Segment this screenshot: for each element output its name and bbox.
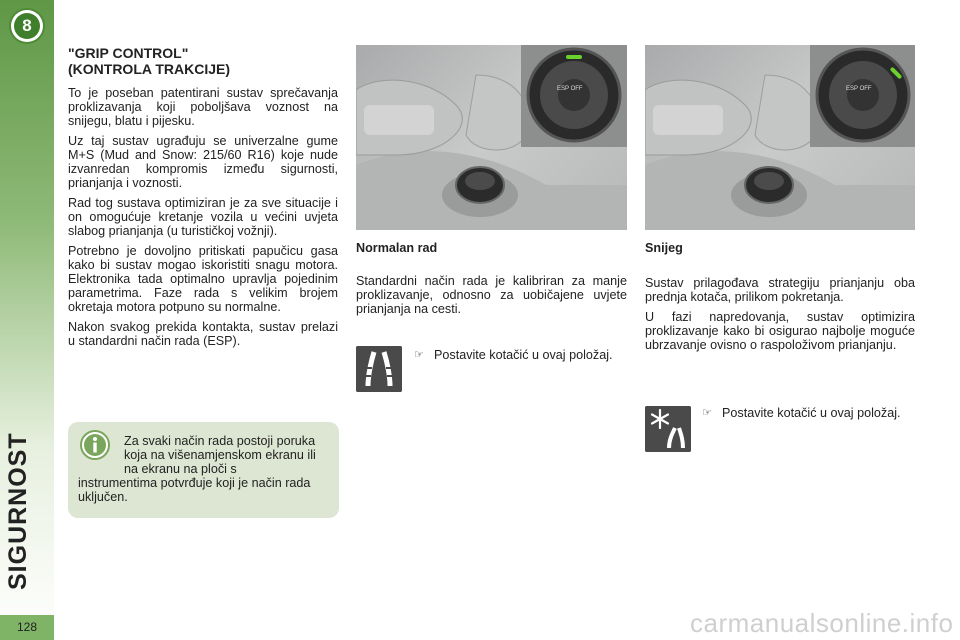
arrow-right-icon: ☞ xyxy=(414,349,424,361)
normal-mode-description xyxy=(356,274,627,322)
section-label: SIGURNOST xyxy=(4,432,32,590)
tire-tracks-icon xyxy=(356,346,402,392)
page-number: 128 xyxy=(0,615,54,640)
intro-paragraph: To je poseban patentirani sustav sprečavanja proklizavanja koji poboljšava voznost na snijegu, blatu i pijesku. xyxy=(68,86,338,128)
intro-paragraph: Uz taj sustav ugrađuju se univerzalne gume M+S (Mud and Snow: 215/60 R16) koje nude izvanredan kompromis između sigurnosti, prianjanja i voznosti. xyxy=(68,134,338,190)
instruction-text: Postavite kotačić u ovaj položaj. xyxy=(722,406,901,420)
normal-mode-paragraph: Standardni način rada je kalibriran za manje proklizavanje, odnosno za uobičajene uvjete prianjanja na cesti. xyxy=(356,274,627,316)
photo-snow-mode xyxy=(645,45,915,230)
normal-mode-heading: Normalan rad xyxy=(356,241,438,255)
snow-traction-icon xyxy=(645,406,691,452)
instruction-text: Postavite kotačić u ovaj položaj. xyxy=(434,348,613,362)
arrow-right-icon: ☞ xyxy=(702,407,712,419)
info-note-indented: Za svaki način rada postoji poruka koja na višenamjenskom ekranu ili na ekranu na ploči s xyxy=(124,434,316,476)
intro-paragraph: Nakon svakog prekida kontakta, sustav prelazi u standardni način rada (ESP). xyxy=(68,320,338,348)
snow-mode-paragraph: U fazi napredovanja, sustav optimizira proklizavanje kako bi osigurao najbolje moguće ubrzavanje ovisno o raspoloživom prianjanju. xyxy=(645,310,915,352)
photo-normal-mode xyxy=(356,45,627,230)
info-note-full: instrumentima potvrđuje koji je način rada uključen. xyxy=(78,476,311,504)
snow-mode-paragraph: Sustav prilagođava strategiju prianjanju oba prednja kotača, prilikom pokretanja. xyxy=(645,276,915,304)
normal-mode-instruction xyxy=(414,348,627,362)
snow-mode-description xyxy=(645,276,915,358)
dial-label: ESP OFF xyxy=(846,86,872,92)
chapter-badge xyxy=(11,10,43,42)
dashboard-illustration xyxy=(356,45,627,230)
chapter-number: 8 xyxy=(14,13,40,39)
title-line-2: (KONTROLA TRAKCIJE) xyxy=(68,61,231,77)
title-line-1: "GRIP CONTROL" xyxy=(68,45,189,61)
intro-paragraph: Rad tog sustava optimiziran je za sve situacije i on omogućuje kretanje vozila u većini uvjeta slabog prianjanja (u turističkoj vožnji). xyxy=(68,196,338,238)
snow-mode-instruction xyxy=(702,406,915,420)
watermark: carmanualsonline.info xyxy=(690,608,954,638)
snow-mode-heading: Snijeg xyxy=(645,241,683,255)
intro-paragraph: Potrebno je dovoljno pritiskati papučicu gasa kako bi sustav mogao iskoristiti snagu motora. Elektronika tada optimalno upravlja pojedinim parametrima. Faze rada s velikim brojem okretaja motora potpuno su normalne. xyxy=(68,244,338,314)
info-note-text xyxy=(78,434,330,504)
dial-label: ESP OFF xyxy=(557,86,583,92)
intro-body xyxy=(68,86,338,354)
page-title xyxy=(68,45,338,77)
dashboard-illustration xyxy=(645,45,915,230)
